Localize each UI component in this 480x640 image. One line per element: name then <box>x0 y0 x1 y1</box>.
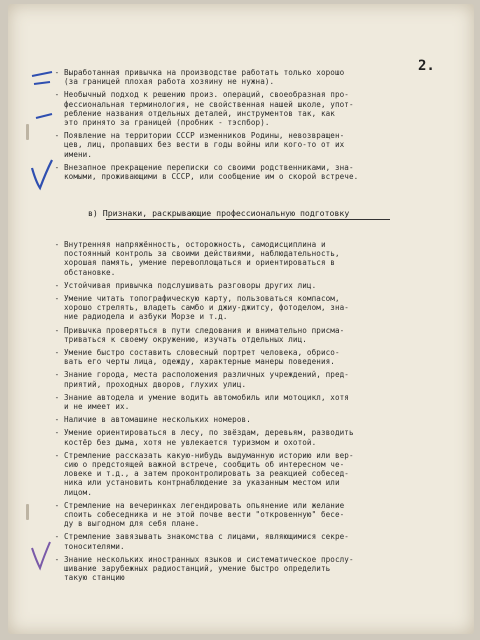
pen-dash-mark <box>32 72 52 76</box>
text-line: комыми, проживающими в СССР, или сообщение им о скорой встрече. <box>64 172 359 182</box>
text-line: ду в выгодном для себя плане. <box>64 519 200 529</box>
list-item <box>50 348 422 366</box>
bullet: - <box>54 280 60 290</box>
text-line: Наличие в автомашине нескольких номеров. <box>64 415 251 425</box>
text-line: Знание автодела и умение водить автомобиль или мотоцикл, хотя <box>64 392 349 402</box>
text-line: сию о предстоящей важной встрече, сообщить об интересном че- <box>64 460 345 470</box>
bullet: - <box>54 415 60 425</box>
text-line: Внутренняя напряжённость, осторожность, самодисциплина и <box>64 240 326 249</box>
list-item <box>50 240 422 277</box>
bullet: - <box>54 131 60 141</box>
text-line: Стремление завязывать знакомства с лицами, являющимися секре- <box>64 532 349 542</box>
text-line: вать его черты лица, одежду, характерные манеры поведения. <box>64 357 335 367</box>
list-item <box>50 428 422 446</box>
bullet: - <box>54 294 60 304</box>
list-item <box>50 532 422 550</box>
list-item <box>50 451 422 497</box>
bullet: - <box>54 532 60 542</box>
text-line: споить собеседника и не этой почве вести "откровенную" бесе- <box>64 510 345 520</box>
text-line: Умение быстро составить словесный портрет человека, обрисо- <box>64 348 340 358</box>
list-item <box>50 163 422 181</box>
bullet: - <box>54 428 60 438</box>
heading-underline <box>106 219 390 220</box>
text-line: лицом. <box>64 487 93 497</box>
pen-check-mark <box>32 160 52 188</box>
text-line: Стремление рассказать какую-нибудь выдуманную историю или вер- <box>64 450 354 460</box>
text-line: (за границей плохая работа хозяину не нужна). <box>64 77 275 87</box>
bullet: - <box>54 392 60 402</box>
text-line: ловеке и т.д., а затем проконтролировать за реакцией собесед- <box>64 469 349 479</box>
bullet: - <box>54 500 60 510</box>
text-line: Выработанная привычка на производстве работать только хорошо <box>64 68 345 77</box>
text-line: Знание города, места расположения различных учреждений, пред- <box>64 370 349 380</box>
text-line: хорошо стрелять, владеть самбо и джиу-джитсу, фотоделом, зна- <box>64 303 349 313</box>
list-item <box>50 90 422 127</box>
bullet: - <box>54 554 60 564</box>
list-item <box>50 294 422 322</box>
bullet: - <box>54 325 60 335</box>
text-line: Умение читать топографическую карту, пользоваться компасом, <box>64 294 340 304</box>
text-line: Необычный подход к решению произ. операций, своеобразная про- <box>64 90 349 100</box>
text-line: ника или установить контрнаблюдение за указанным местом или <box>64 478 340 488</box>
list-item <box>50 501 422 529</box>
list-item <box>50 68 422 86</box>
bullet: - <box>54 162 60 172</box>
list-item <box>50 326 422 344</box>
text-line: ние радиодела и азбуки Морзе и т.д. <box>64 312 228 322</box>
bullet: - <box>54 68 60 77</box>
pen-dash-mark <box>34 82 50 84</box>
list-bottom <box>50 240 422 583</box>
bullet: - <box>54 370 60 380</box>
binding-hole <box>26 504 29 520</box>
text-line: это принято за границей (пробник - тэспбор). <box>64 118 270 128</box>
text-line: цев, лиц, пропавших без вести в годы войны или кого-то от их <box>64 140 345 150</box>
text-line: обстановке. <box>64 267 116 277</box>
text-line: имени. <box>64 149 93 159</box>
list-item <box>50 370 422 388</box>
text-line: Устойчивая привычка подслушивать разговоры других лиц. <box>64 280 317 290</box>
text-line: ребление названия отдельных деталей, инструментов так, как <box>64 108 335 118</box>
text-line: Внезапное прекращение переписки со своими родственниками, зна- <box>64 162 354 172</box>
bullet: - <box>54 90 60 100</box>
text-line: Привычка проверяться в пути следования и внимательно присма- <box>64 325 345 335</box>
page-number: 2. <box>418 58 435 74</box>
list-item <box>50 281 422 290</box>
bullet: - <box>54 348 60 358</box>
list-item <box>50 131 422 159</box>
text-line: Умение ориентироваться в лесу, по звёздам, деревьям, разводить <box>64 428 354 438</box>
text-line: Знание нескольких иностранных языков и систематическое прослу- <box>64 554 354 564</box>
text-line: такую станцию <box>64 573 125 583</box>
bullet: - <box>54 240 60 249</box>
list-item <box>50 393 422 411</box>
text-line: Появление на территории СССР изменников Родины, невозвращен- <box>64 131 345 141</box>
text-line: приятий, проходных дворов, глухих улиц. <box>64 379 247 389</box>
text-line: Стремление на вечеринках легендировать опьянение или желание <box>64 500 345 510</box>
text-line: триваться к своему окружению, изучать отдельных лиц. <box>64 334 307 344</box>
bullet: - <box>54 450 60 460</box>
text-line: костёр без дыма, хотя не увлекается туризмом и охотой. <box>64 437 317 447</box>
list-item <box>50 415 422 424</box>
list-item <box>50 555 422 583</box>
text-line: и не имеет их. <box>64 402 130 412</box>
text-line: фессиональная терминология, не свойственная нашей школе, упот- <box>64 99 354 109</box>
text-line: тоносителями. <box>64 541 125 551</box>
text-line: постоянный контроль за своими действиями, наблюдательность, <box>64 249 340 259</box>
list-top <box>50 68 422 181</box>
section-heading: в) Признаки, раскрывающие профессиональную подготовку <box>88 208 350 218</box>
text-line: хорошая память, умение перевоплощаться и ориентироваться в <box>64 258 335 268</box>
text-line: шивание зарубежных радиостанций, умение быстро определить <box>64 564 331 574</box>
